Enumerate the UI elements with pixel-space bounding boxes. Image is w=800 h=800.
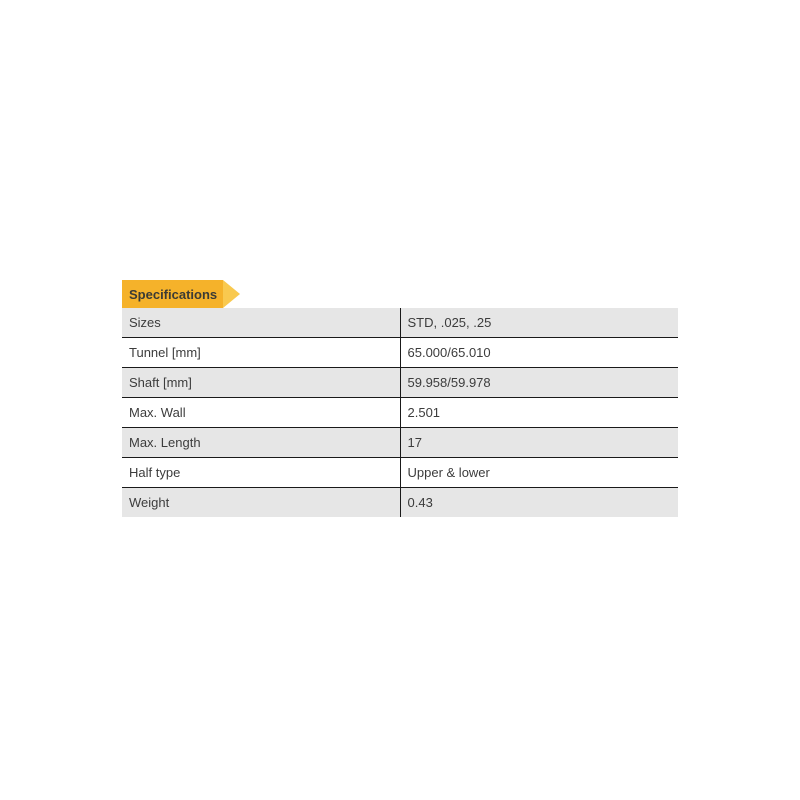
spec-label: Shaft [mm] — [122, 368, 400, 398]
table-row — [122, 368, 678, 398]
spec-value: 2.501 — [400, 398, 678, 428]
spec-label: Max. Wall — [122, 398, 400, 428]
arrow-right-icon — [223, 280, 240, 308]
spec-value: 65.000/65.010 — [400, 338, 678, 368]
table-row — [122, 458, 678, 488]
specifications-table-body — [122, 308, 678, 517]
specifications-banner — [122, 280, 240, 308]
spec-label: Sizes — [129, 315, 161, 330]
table-row — [122, 488, 678, 518]
table-row — [122, 308, 678, 338]
specifications-section — [122, 280, 678, 517]
table-row — [122, 398, 678, 428]
table-row — [122, 428, 678, 458]
spec-value: STD, .025, .25 — [400, 308, 678, 338]
spec-label: Half type — [122, 458, 400, 488]
spec-label: Max. Length — [122, 428, 400, 458]
spec-value: 0.43 — [400, 488, 678, 518]
table-row — [122, 338, 678, 368]
spec-value: 17 — [400, 428, 678, 458]
specifications-table — [122, 308, 678, 517]
spec-label: Weight — [122, 488, 400, 518]
spec-value: Upper & lower — [400, 458, 678, 488]
specifications-banner-label: Specifications — [122, 280, 223, 308]
spec-label: Tunnel [mm] — [122, 338, 400, 368]
spec-value: 59.958/59.978 — [400, 368, 678, 398]
